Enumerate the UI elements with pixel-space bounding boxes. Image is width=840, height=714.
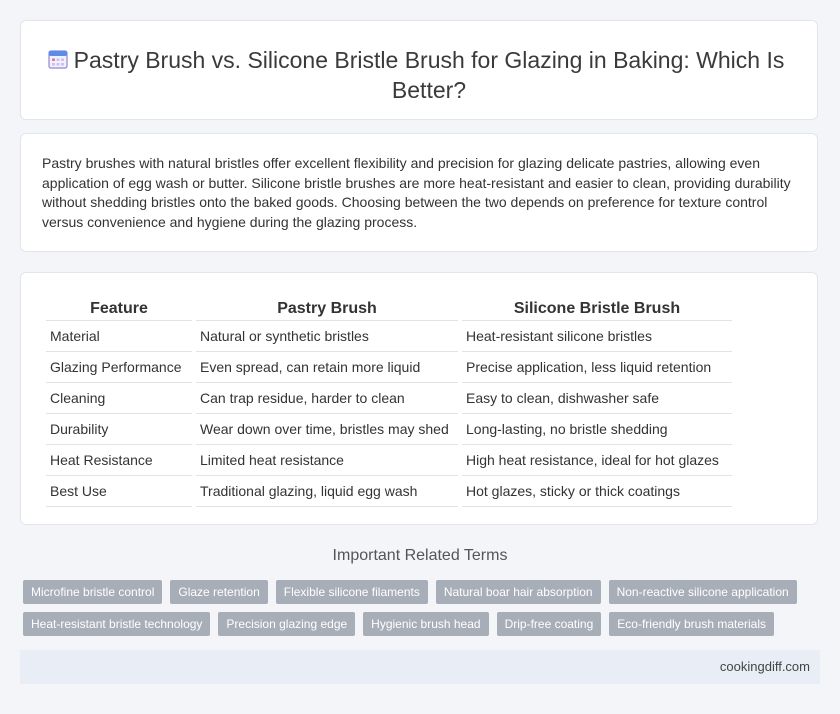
column-header-feature: Feature: [46, 298, 192, 321]
table-row: [46, 476, 732, 507]
column-header-pastry-brush: Pastry Brush: [196, 298, 458, 321]
table-cell: Heat Resistance: [46, 445, 192, 476]
related-term-tag[interactable]: Flexible silicone filaments: [276, 580, 428, 604]
table-cell: Long-lasting, no bristle shedding: [462, 414, 732, 445]
intro-card: [20, 133, 818, 252]
comparison-table: [42, 298, 736, 507]
page-title: Pastry Brush vs. Silicone Bristle Brush for Glazing in Baking: Which Is Better?: [73, 47, 785, 103]
related-term-tag[interactable]: Non-reactive silicone application: [609, 580, 797, 604]
footer-site-link[interactable]: cookingdiff.com: [719, 659, 810, 674]
comparison-card: [20, 272, 818, 525]
table-cell: Can trap residue, harder to clean: [196, 383, 458, 414]
column-header-silicone-brush: Silicone Bristle Brush: [462, 298, 732, 321]
related-term-tag[interactable]: Heat-resistant bristle technology: [23, 612, 210, 636]
table-row: [46, 352, 732, 383]
table-cell: Easy to clean, dishwasher safe: [462, 383, 732, 414]
table-cell: Precise application, less liquid retention: [462, 352, 732, 383]
table-cell: Traditional glazing, liquid egg wash: [196, 476, 458, 507]
related-term-tag[interactable]: Natural boar hair absorption: [436, 580, 601, 604]
table-cell: Best Use: [46, 476, 192, 507]
related-term-tag[interactable]: Microfine bristle control: [23, 580, 162, 604]
intro-paragraph: Pastry brushes with natural bristles offer excellent flexibility and precision for glazing delicate pastries, allowing even application of egg wash or butter. Silicone bristle brushes are more heat-resistant and easier to clean, providing durability without shedding bristles onto the baked goods. Choosing between the two depends on preference for texture control versus convenience and hygiene during the glazing process.: [42, 155, 791, 230]
table-row: [46, 383, 732, 414]
table-cell: Limited heat resistance: [196, 445, 458, 476]
table-cell: Wear down over time, bristles may shed: [196, 414, 458, 445]
table-cell: Glazing Performance: [46, 352, 192, 383]
table-row: [46, 414, 732, 445]
title-card: [20, 20, 818, 120]
related-terms-list: [23, 580, 813, 636]
table-cell: Durability: [46, 414, 192, 445]
related-term-tag[interactable]: Precision glazing edge: [218, 612, 355, 636]
table-cell: High heat resistance, ideal for hot glazes: [462, 445, 732, 476]
related-term-tag[interactable]: Drip-free coating: [497, 612, 602, 636]
table-row: [46, 445, 732, 476]
related-term-tag[interactable]: Hygienic brush head: [363, 612, 488, 636]
related-term-tag[interactable]: Eco-friendly brush materials: [609, 612, 774, 636]
table-header-row: [46, 298, 732, 321]
footer-bar: [20, 650, 820, 684]
table-cell: Even spread, can retain more liquid: [196, 352, 458, 383]
table-cell: Hot glazes, sticky or thick coatings: [462, 476, 732, 507]
related-terms-heading: Important Related Terms: [332, 547, 508, 564]
related-term-tag[interactable]: Glaze retention: [170, 580, 267, 604]
table-row: [46, 321, 732, 352]
table-cell: Cleaning: [46, 383, 192, 414]
table-cell: Natural or synthetic bristles: [196, 321, 458, 352]
table-cell: Heat-resistant silicone bristles: [462, 321, 732, 352]
table-cell: Material: [46, 321, 192, 352]
